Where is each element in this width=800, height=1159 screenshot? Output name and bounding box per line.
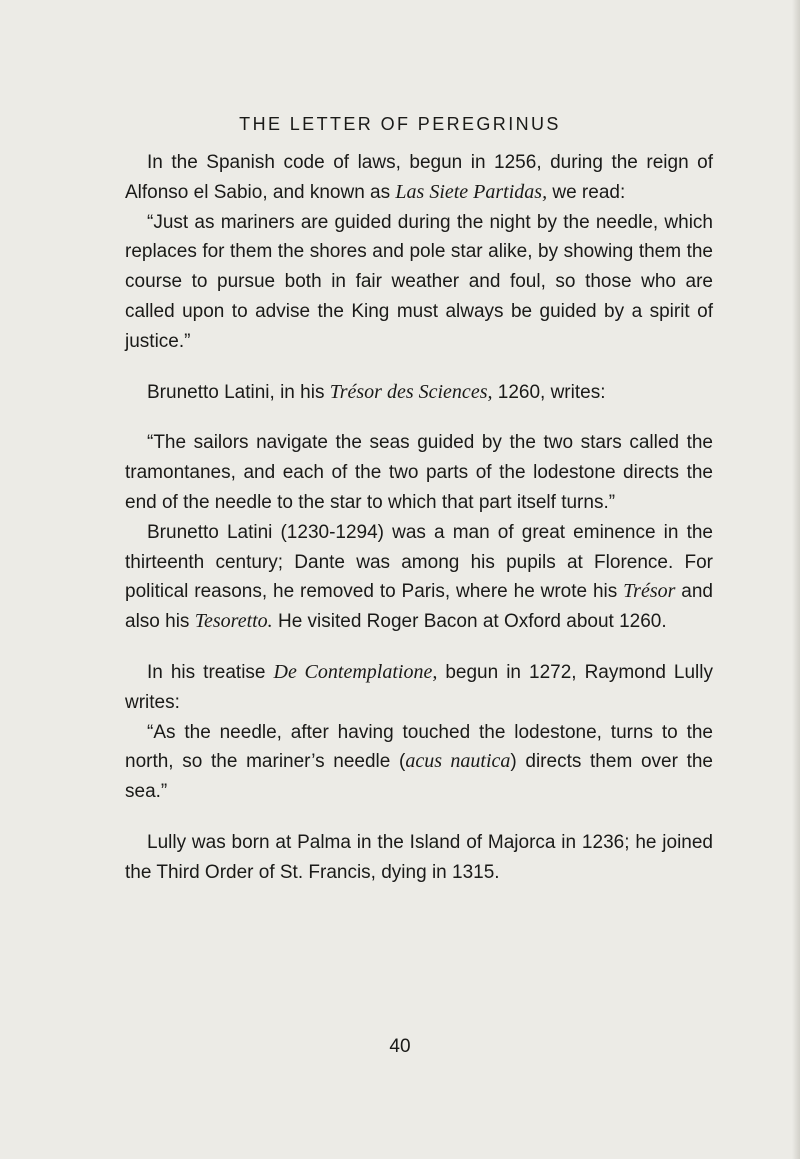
text-run: begun in 1272, Raymond Lully writes: bbox=[125, 661, 713, 713]
paragraph-siete-partidas bbox=[125, 148, 713, 208]
running-head: THE LETTER OF PEREGRINUS bbox=[239, 114, 561, 134]
text-run: In his treatise bbox=[147, 661, 274, 683]
text-run: Brunetto Latini (1230-1294) was a man of great eminence in the thirteenth century; Dante was among his pupils at Florence. For political reasons, he removed to Paris, where he wrote his bbox=[125, 521, 713, 603]
quote-lully bbox=[125, 718, 713, 807]
text-run: Brunetto Latini, in his bbox=[147, 381, 330, 403]
page-edge-shadow bbox=[792, 0, 800, 1159]
body-text bbox=[125, 148, 713, 888]
quote-latini: “The sailors navigate the seas guided by the two stars called the tramontanes, and each of the two parts of the lodestone directs the end of the needle to the star to which that part itself turns.” bbox=[125, 432, 713, 513]
book-title: Tesoretto. bbox=[194, 610, 273, 633]
book-title: Trésor bbox=[623, 580, 676, 603]
text-run: we read: bbox=[547, 181, 626, 203]
quote-siete-partidas: “Just as mariners are guided during the night by the needle, which replaces for them the shores and pole star alike, by showing them the course to pursue both in fair weather and foul, so those who are called upon to advise the King must always be guided by a spirit of justice.” bbox=[125, 211, 713, 352]
book-title: Las Siete Partidas, bbox=[395, 180, 548, 203]
paragraph-lully-bio: Lully was born at Palma in the Island of Majorca in 1236; he joined the Third Order of St. Francis, dying in 1315. bbox=[125, 831, 713, 883]
text-run: ) directs them over the sea.” bbox=[125, 751, 714, 803]
text-run: “As the needle, after having touched the lodestone, turns to the north, so the mariner’s needle ( bbox=[125, 721, 713, 773]
paragraph-lully-treatise bbox=[125, 658, 713, 718]
text-run: In the Spanish code of laws, begun in 1256, during the reign of Alfonso el Sabio, and known as bbox=[125, 152, 713, 203]
paragraph-latini-bio bbox=[125, 518, 713, 637]
book-title: Trésor des Sciences, bbox=[329, 380, 493, 403]
text-run: and also his bbox=[125, 581, 713, 633]
paragraph-latini-tresor bbox=[125, 378, 713, 408]
latin-term: acus nautica bbox=[405, 750, 511, 773]
text-run: He visited Roger Bacon at Oxford about 1260. bbox=[272, 611, 667, 633]
page-number: 40 bbox=[389, 1036, 411, 1057]
text-run: 1260, writes: bbox=[492, 381, 606, 403]
book-title: De Contemplatione, bbox=[273, 660, 438, 683]
